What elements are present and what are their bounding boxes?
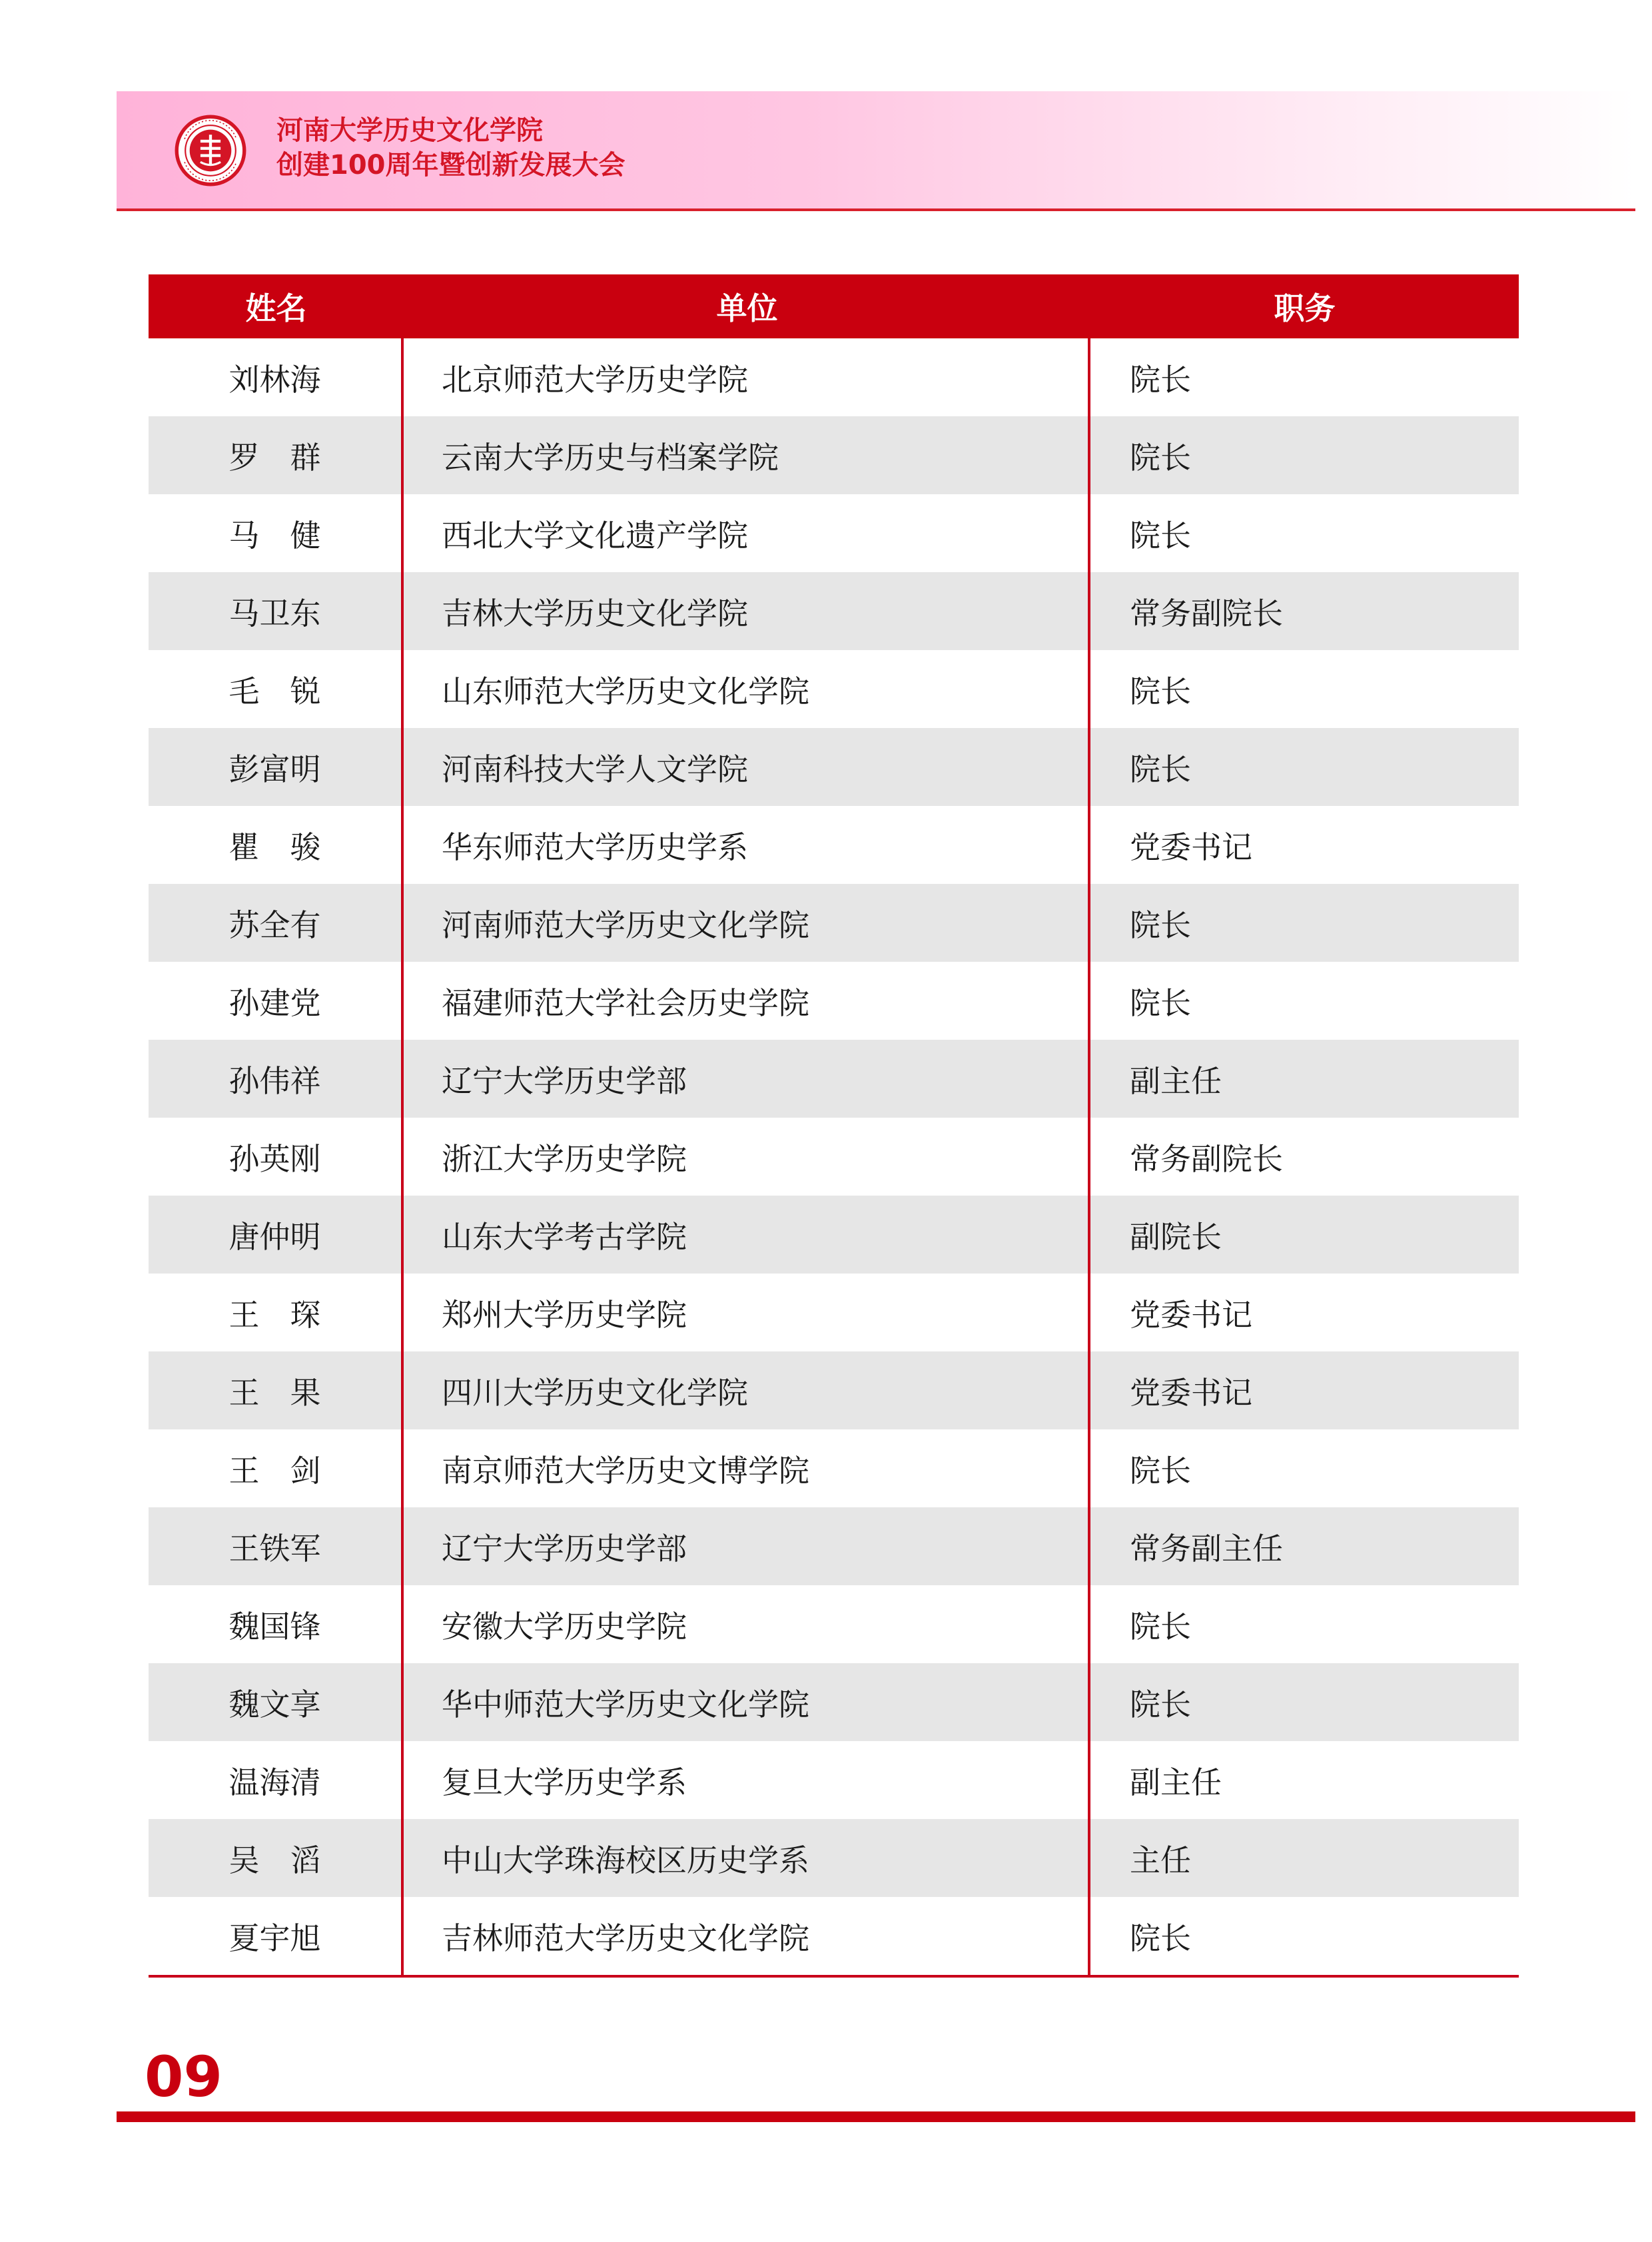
table-row — [149, 1507, 1519, 1585]
cell-unit: 辽宁大学历史学部 — [404, 1507, 1090, 1585]
cell-name: 王 果 — [149, 1351, 404, 1429]
cell-unit: 辽宁大学历史学部 — [404, 1040, 1090, 1118]
cell-unit: 北京师范大学历史学院 — [404, 338, 1090, 416]
table-row — [149, 728, 1519, 806]
table-row — [149, 1118, 1519, 1196]
table-row — [149, 884, 1519, 962]
cell-name: 王 琛 — [149, 1274, 404, 1351]
table-row — [149, 650, 1519, 728]
table-row — [149, 1196, 1519, 1274]
cell-title: 常务副院长 — [1130, 595, 1283, 631]
cell-title: 主任 — [1130, 1842, 1191, 1878]
attendee-table — [149, 274, 1519, 1978]
page-number: 09 — [145, 2044, 222, 2109]
table-row — [149, 1819, 1519, 1897]
cell-name: 孙建党 — [149, 962, 404, 1040]
table-row — [149, 494, 1519, 572]
cell-name: 王 剑 — [149, 1429, 404, 1507]
cell-unit: 华中师范大学历史文化学院 — [404, 1663, 1090, 1741]
table-row — [149, 1274, 1519, 1351]
table-row — [149, 1040, 1519, 1118]
table-row — [149, 1429, 1519, 1507]
cell-name: 温海清 — [149, 1741, 404, 1819]
cell-title: 院长 — [1130, 1920, 1191, 1956]
cell-name: 王铁军 — [149, 1507, 404, 1585]
cell-unit: 河南师范大学历史文化学院 — [404, 884, 1090, 962]
cell-name: 吴 滔 — [149, 1819, 404, 1897]
university-seal-icon — [175, 115, 246, 187]
cell-title: 常务副主任 — [1130, 1530, 1283, 1567]
cell-name: 苏全有 — [149, 884, 404, 962]
header-title — [276, 113, 625, 183]
cell-name: 魏文享 — [149, 1663, 404, 1741]
column-header-title: 职务 — [1274, 290, 1336, 326]
column-header-name: 姓名 — [245, 290, 307, 326]
cell-unit: 河南科技大学人文学院 — [404, 728, 1090, 806]
cell-title: 院长 — [1130, 1608, 1191, 1645]
table-row — [149, 416, 1519, 494]
cell-unit: 云南大学历史与档案学院 — [404, 416, 1090, 494]
cell-title: 院长 — [1130, 517, 1191, 554]
cell-title: 院长 — [1130, 1686, 1191, 1722]
table-row — [149, 1741, 1519, 1819]
cell-title: 院长 — [1130, 673, 1191, 709]
table-bottom-border — [149, 1975, 1519, 1978]
cell-title: 党委书记 — [1130, 1296, 1252, 1333]
table-row — [149, 1585, 1519, 1663]
cell-title: 副主任 — [1130, 1062, 1222, 1099]
cell-unit: 中山大学珠海校区历史学系 — [404, 1819, 1090, 1897]
cell-name: 孙英刚 — [149, 1118, 404, 1196]
cell-title: 院长 — [1130, 1452, 1191, 1489]
cell-unit: 安徽大学历史学院 — [404, 1585, 1090, 1663]
cell-unit: 山东师范大学历史文化学院 — [404, 650, 1090, 728]
footer-divider — [117, 2111, 1635, 2122]
cell-name: 孙伟祥 — [149, 1040, 404, 1118]
cell-name: 唐仲明 — [149, 1196, 404, 1274]
cell-name: 毛 锐 — [149, 650, 404, 728]
cell-name: 瞿 骏 — [149, 806, 404, 884]
cell-unit: 吉林大学历史文化学院 — [404, 572, 1090, 650]
cell-title: 党委书记 — [1130, 829, 1252, 865]
table-row — [149, 572, 1519, 650]
cell-name: 夏宇旭 — [149, 1897, 404, 1975]
cell-unit: 山东大学考古学院 — [404, 1196, 1090, 1274]
table-body — [149, 338, 1519, 1975]
table-row — [149, 1663, 1519, 1741]
cell-unit: 郑州大学历史学院 — [404, 1274, 1090, 1351]
cell-name: 刘林海 — [149, 338, 404, 416]
table-row — [149, 962, 1519, 1040]
table-row — [149, 1351, 1519, 1429]
cell-title: 院长 — [1130, 984, 1191, 1021]
cell-unit: 福建师范大学社会历史学院 — [404, 962, 1090, 1040]
table-row — [149, 806, 1519, 884]
header-title-line2: 创建100周年暨创新发展大会 — [276, 150, 625, 181]
cell-unit: 华东师范大学历史学系 — [404, 806, 1090, 884]
cell-title: 副主任 — [1130, 1764, 1222, 1800]
cell-unit: 浙江大学历史学院 — [404, 1118, 1090, 1196]
cell-unit: 西北大学文化遗产学院 — [404, 494, 1090, 572]
column-header-unit: 单位 — [716, 290, 778, 326]
cell-unit: 吉林师范大学历史文化学院 — [404, 1897, 1090, 1975]
cell-title: 副院长 — [1130, 1218, 1222, 1255]
header-divider — [117, 208, 1635, 211]
table-header — [149, 274, 1519, 338]
cell-name: 魏国锋 — [149, 1585, 404, 1663]
cell-name: 马 健 — [149, 494, 404, 572]
cell-title: 院长 — [1130, 751, 1191, 787]
cell-unit: 复旦大学历史学系 — [404, 1741, 1090, 1819]
cell-unit: 四川大学历史文化学院 — [404, 1351, 1090, 1429]
header-title-line1: 河南大学历史文化学院 — [276, 115, 543, 146]
cell-title: 院长 — [1130, 361, 1191, 398]
cell-unit: 南京师范大学历史文博学院 — [404, 1429, 1090, 1507]
cell-title: 院长 — [1130, 439, 1191, 476]
cell-name: 马卫东 — [149, 572, 404, 650]
cell-title: 党委书记 — [1130, 1374, 1252, 1411]
cell-name: 罗 群 — [149, 416, 404, 494]
cell-name: 彭富明 — [149, 728, 404, 806]
table-row — [149, 338, 1519, 416]
table-row — [149, 1897, 1519, 1975]
cell-title: 院长 — [1130, 907, 1191, 943]
cell-title: 常务副院长 — [1130, 1140, 1283, 1177]
